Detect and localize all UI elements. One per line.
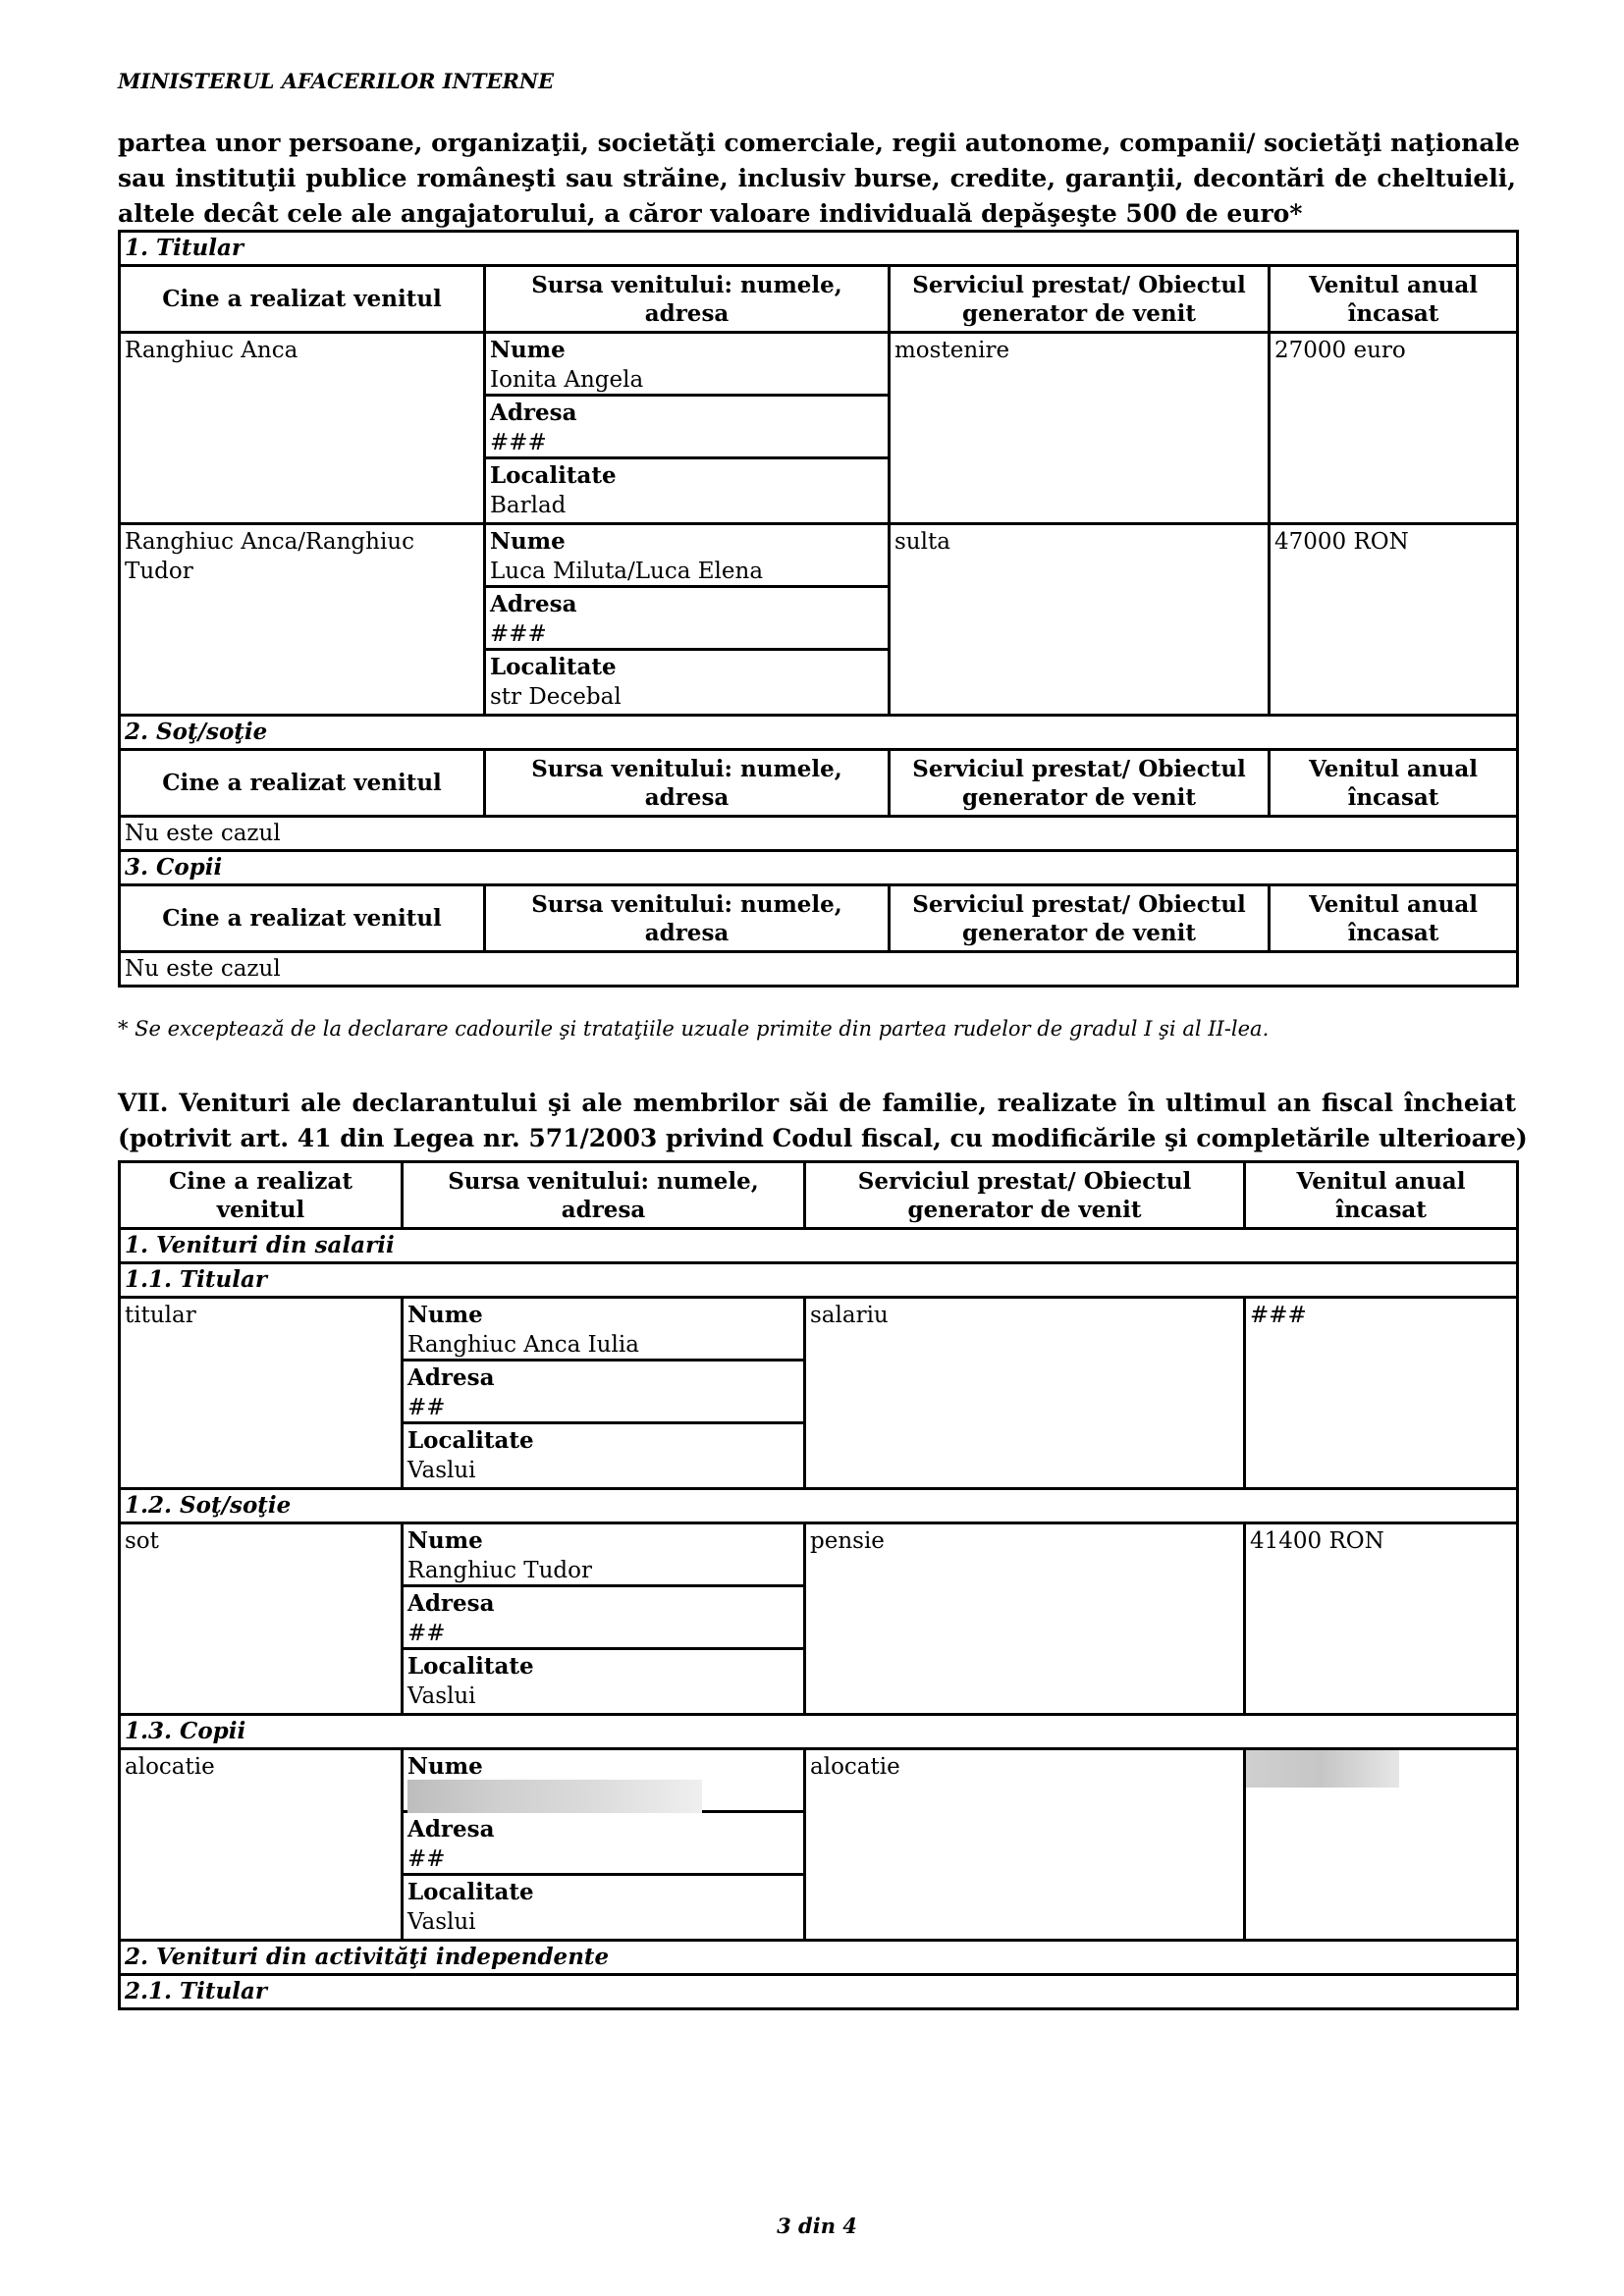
income-amount: ### [1245,1298,1518,1489]
redacted-name [407,1780,702,1813]
income-service: sulta [890,524,1270,716]
column-header: Sursa venitului: numele, adresa [485,750,890,817]
table-row [120,1523,1518,1715]
section-titular: 2.1. Titular [120,1975,1518,2009]
column-header: Cine a realizat venitul [120,750,485,817]
intro-line: partea unor persoane, organizaţii, societăţi comerciale, regii autonome, companii/ societăţi naţionale [118,129,1520,157]
section-spouse: 1.2. Soţ/soţie [120,1489,1518,1523]
column-header: Venitul anual încasat [1270,885,1518,952]
column-header: Serviciul prestat/ Obiectul generator de venit [890,266,1270,333]
income-source [485,333,890,524]
table-row [120,333,1518,524]
not-applicable-note: Nu este cazul [120,817,1518,851]
section-spouse: 2. Soţ/soţie [120,716,1518,750]
source-address: Adresa ### [486,397,888,459]
column-header: Cine a realizat venitul [120,1162,403,1229]
source-locality: Localitate Vaslui [407,1427,534,1483]
source-address: Adresa ## [404,1813,803,1876]
column-header: Cine a realizat venitul [120,266,485,333]
source-name: Nume Luca Miluta/Luca Elena [486,525,888,588]
income-amount: 41400 RON [1245,1523,1518,1715]
table-row [120,1298,1518,1489]
income-amount [1245,1749,1518,1941]
section7-title-line: VII. Venituri ale declarantului şi ale membrilor săi de familie, realizate în ultimul an fiscal încheiat [118,1089,1516,1117]
section-salary-income: 1. Venituri din salarii [120,1229,1518,1263]
source-locality: Localitate str Decebal [490,654,622,710]
source-address: Adresa ### [486,588,888,651]
section7-title [118,1086,1528,1156]
source-address: Adresa ## [404,1587,803,1650]
column-header: Sursa venitului: numele, adresa [403,1162,805,1229]
source-name: Nume [404,1750,803,1813]
income-amount: 27000 euro [1270,333,1518,524]
income-source [485,524,890,716]
column-header: Cine a realizat venitul [120,885,485,952]
intro-line: sau instituţii publice româneşti sau străine, inclusiv burse, credite, garanţii, decontări de cheltuieli, [118,164,1516,192]
source-locality: Localitate Barlad [490,462,617,518]
income-recipient: Ranghiuc Anca/Ranghiuc Tudor [120,524,485,716]
source-name: Nume Ranghiuc Anca Iulia [404,1299,803,1362]
table-row [120,524,1518,716]
column-header: Venitul anual încasat [1270,266,1518,333]
section-titular: 1.1. Titular [120,1263,1518,1298]
section7-title-line: (potrivit art. 41 din Legea nr. 571/2003 privind Codul fiscal, cu modificările şi completările ulterioare) [118,1124,1528,1152]
section-children: 1.3. Copii [120,1715,1518,1749]
column-header: Sursa venitului: numele, adresa [485,885,890,952]
column-header: Serviciul prestat/ Obiectul generator de venit [805,1162,1245,1229]
not-applicable-note: Nu este cazul [120,952,1518,987]
intro-line: altele decât cele ale angajatorului, a căror valoare individuală depăşeşte 500 de euro* [118,199,1303,228]
section-independent-income: 2. Venituri din activităţi independente [120,1941,1518,1975]
page-number: 3 din 4 [777,2214,857,2238]
section6-intro [118,126,1520,232]
annual-income-table [118,1160,1519,2010]
income-source [403,1298,805,1489]
source-address: Adresa ## [404,1362,803,1424]
section-titular: 1. Titular [120,232,1518,266]
column-header: Serviciul prestat/ Obiectul generator de venit [890,750,1270,817]
table-row [120,1749,1518,1941]
income-amount: 47000 RON [1270,524,1518,716]
source-name: Nume Ranghiuc Tudor [404,1524,803,1587]
source-locality: Localitate Vaslui [407,1879,534,1935]
redacted-amount [1245,1750,1400,1788]
column-header: Sursa venitului: numele, adresa [485,266,890,333]
gifts-income-table [118,230,1519,988]
income-service: alocatie [805,1749,1245,1941]
footnote: * Se exceptează de la declarare cadourile şi trataţiile uzuale primite din partea rudelor de gradul I şi al II-lea. [118,1017,1270,1041]
source-locality: Localitate Vaslui [407,1653,534,1709]
income-source [403,1523,805,1715]
ministry-header: MINISTERUL AFACERILOR INTERNE [118,69,555,93]
income-service: pensie [805,1523,1245,1715]
income-service: mostenire [890,333,1270,524]
income-recipient: alocatie [120,1749,403,1941]
income-recipient: sot [120,1523,403,1715]
income-recipient: titular [120,1298,403,1489]
source-name: Nume Ionita Angela [486,334,888,397]
income-recipient: Ranghiuc Anca [120,333,485,524]
income-service: salariu [805,1298,1245,1489]
column-header: Venitul anual încasat [1270,750,1518,817]
income-source [403,1749,805,1941]
column-header: Venitul anual încasat [1245,1162,1518,1229]
column-header: Serviciul prestat/ Obiectul generator de venit [890,885,1270,952]
section-children: 3. Copii [120,851,1518,885]
